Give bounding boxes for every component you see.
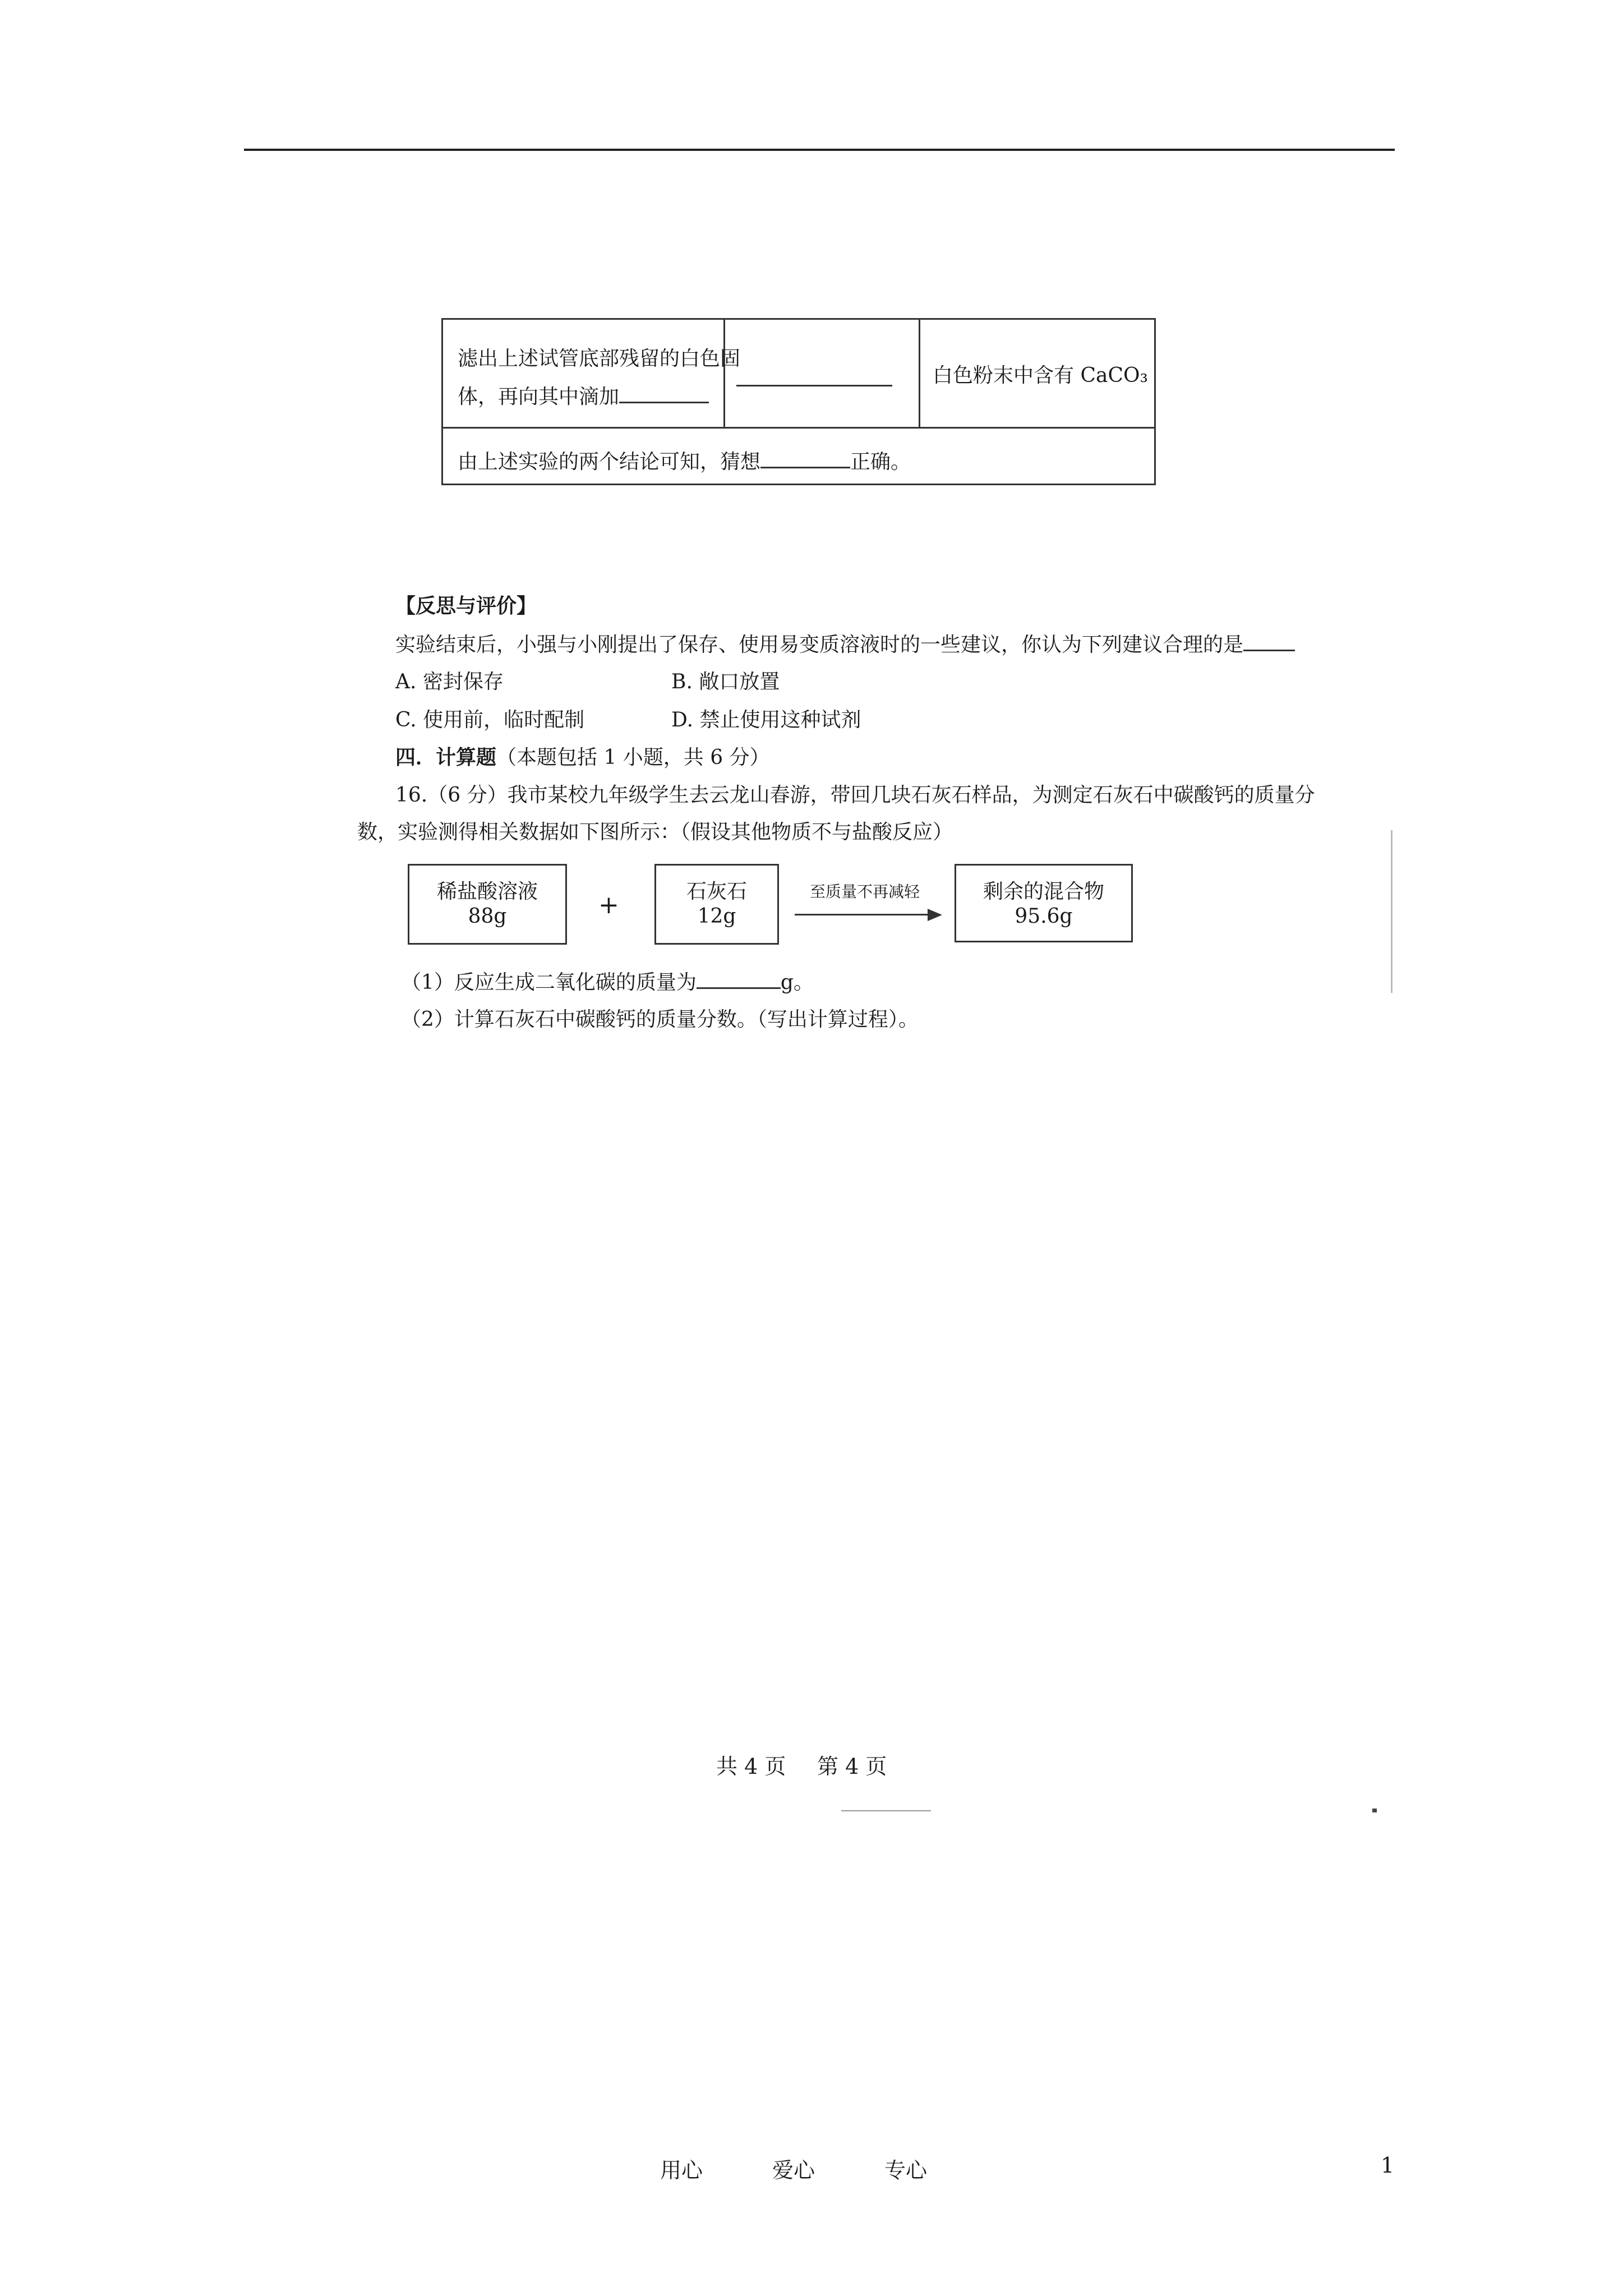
experiment-table (441, 318, 1156, 485)
section-heading-note: （本题包括 1 小题，共 6 分） (496, 746, 770, 769)
option-b: B. 敞口放置 (671, 670, 780, 693)
answer-blank-hypothesis[interactable] (760, 450, 850, 468)
footer-word-1: 用心 (660, 2158, 703, 2183)
sub-question-1-text: （1）反应生成二氧化碳的质量为 (401, 971, 697, 994)
box-dilute-hcl (408, 864, 567, 945)
reflection-question (395, 633, 1295, 657)
footer-word-3: 专心 (884, 2158, 928, 2183)
question-16-line-1: 16.（6 分）我市某校九年级学生去云龙山春游，带回几块石灰石样品，为测定石灰石中碳酸钙的质量分 (395, 784, 1315, 807)
plus-sign: + (598, 891, 619, 919)
arrow-label: 至质量不再减轻 (810, 882, 920, 901)
box-limestone-mass: 12g (697, 905, 736, 928)
sub-question-2: （2）计算石灰石中碳酸钙的质量分数。（写出计算过程）。 (401, 1008, 919, 1031)
table-cell-operation (443, 320, 741, 427)
operation-line-2 (458, 385, 709, 408)
box-remaining-mixture-mass: 95.6g (1015, 905, 1073, 928)
sub-question-1-unit: g。 (780, 971, 814, 994)
box-limestone (654, 864, 779, 945)
footer-word-2: 爱心 (772, 2158, 815, 2183)
option-c: C. 使用前，临时配制 (395, 708, 585, 731)
table-cell-phenomenon (725, 320, 920, 427)
option-a: A. 密封保存 (395, 670, 504, 693)
table-row (443, 320, 1154, 429)
option-d: D. 禁止使用这种试剂 (671, 708, 861, 731)
section-heading-title: 四．计算题 (395, 746, 497, 769)
box-limestone-name: 石灰石 (686, 880, 747, 903)
summary-prefix: 由上述实验的两个结论可知，猜想 (458, 450, 761, 473)
scan-dot-mark (1372, 1809, 1377, 1812)
answer-blank-suggestion[interactable] (1243, 633, 1295, 651)
scan-edge-mark (1391, 830, 1393, 993)
conclusion-text: 白色粉末中含有 CaCO₃ (933, 364, 1148, 387)
header-rule (244, 149, 1395, 151)
reaction-arrow (795, 914, 929, 915)
page-total: 共 4 页 (716, 1754, 786, 1779)
section-heading (395, 745, 770, 770)
table-cell-conclusion (920, 320, 1156, 427)
answer-blank-co2-mass[interactable] (697, 970, 781, 989)
sub-question-1 (401, 970, 814, 995)
box-dilute-hcl-mass: 88g (468, 905, 507, 928)
box-dilute-hcl-name: 稀盐酸溶液 (436, 880, 538, 903)
table-summary-row (458, 450, 911, 473)
scan-line-mark (841, 1810, 931, 1811)
question-16-line-2: 数，实验测得相关数据如下图所示：（假设其他物质不与盐酸反应） (357, 821, 953, 844)
answer-blank-reagent[interactable] (619, 385, 709, 403)
arrow-head-icon (928, 909, 942, 921)
operation-line-1: 滤出上述试管底部残留的白色固 (458, 347, 741, 370)
box-remaining-mixture (955, 864, 1133, 942)
summary-suffix: 正确。 (850, 450, 911, 473)
answer-blank-phenomenon[interactable] (736, 368, 892, 386)
reflection-question-text: 实验结束后，小强与小刚提出了保存、使用易变质溶液时的一些建议，你认为下列建议合理的是 (395, 633, 1244, 656)
reflection-heading: 【反思与评价】 (395, 594, 537, 618)
footer-page-number: 1 (1381, 2153, 1395, 2178)
box-remaining-mixture-name: 剩余的混合物 (983, 880, 1104, 903)
page-current: 第 4 页 (817, 1754, 887, 1779)
operation-line-2-text: 体，再向其中滴加 (458, 385, 620, 408)
